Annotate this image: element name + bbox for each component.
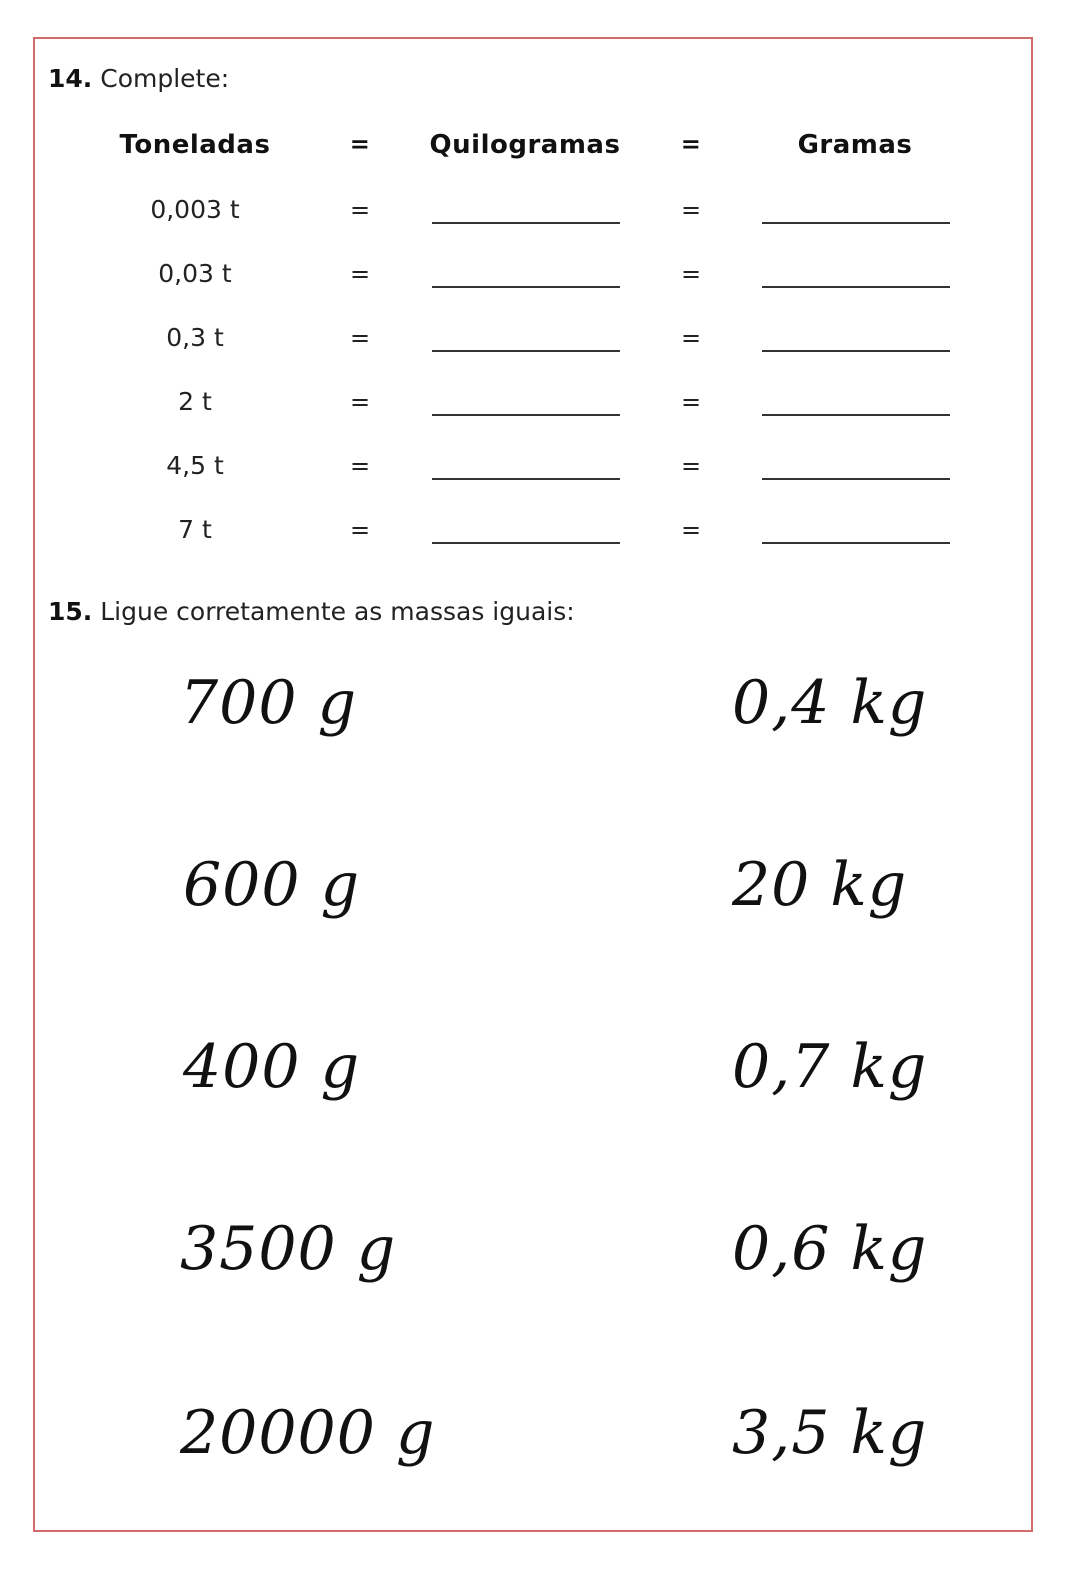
equals-sign: = — [680, 260, 702, 288]
grams-answer-blank[interactable] — [762, 222, 950, 224]
grams-answer-blank[interactable] — [762, 350, 950, 352]
grams-answer-blank[interactable] — [762, 542, 950, 544]
header-equals-2: = — [680, 130, 702, 158]
grams-answer-blank[interactable] — [762, 286, 950, 288]
equals-sign: = — [680, 388, 702, 416]
tons-value: 2 t — [178, 387, 212, 416]
equals-sign: = — [349, 388, 371, 416]
tons-value: 0,003 t — [150, 195, 240, 224]
header-equals-1: = — [349, 130, 371, 158]
tons-value: 7 t — [178, 515, 212, 544]
kilograms-answer-blank[interactable] — [432, 542, 620, 544]
equals-sign: = — [680, 516, 702, 544]
header-gramas: Gramas — [797, 130, 913, 160]
equals-sign: = — [349, 452, 371, 480]
question-14-instruction: Complete: — [100, 64, 230, 93]
tons-value: 4,5 t — [166, 451, 224, 480]
question-14-title — [48, 64, 229, 93]
equals-sign: = — [680, 196, 702, 224]
left-mass-item[interactable]: 20000 g — [180, 1398, 436, 1468]
tons-value: 0,03 t — [158, 259, 232, 288]
equals-sign: = — [349, 260, 371, 288]
question-14-number: 14. — [48, 64, 93, 93]
equals-sign: = — [680, 452, 702, 480]
kilograms-answer-blank[interactable] — [432, 286, 620, 288]
kilograms-answer-blank[interactable] — [432, 478, 620, 480]
left-mass-item[interactable]: 400 g — [183, 1032, 361, 1102]
grams-answer-blank[interactable] — [762, 414, 950, 416]
left-mass-item[interactable]: 3500 g — [180, 1214, 397, 1284]
header-toneladas: Toneladas — [119, 130, 271, 160]
question-15-number: 15. — [48, 597, 93, 626]
kilograms-answer-blank[interactable] — [432, 222, 620, 224]
equals-sign: = — [680, 324, 702, 352]
kilograms-answer-blank[interactable] — [432, 350, 620, 352]
left-mass-item[interactable]: 700 g — [180, 668, 358, 738]
left-mass-item[interactable]: 600 g — [183, 850, 361, 920]
grams-answer-blank[interactable] — [762, 478, 950, 480]
question-15-title — [48, 597, 575, 626]
equals-sign: = — [349, 516, 371, 544]
tons-value: 0,3 t — [166, 323, 224, 352]
equals-sign: = — [349, 196, 371, 224]
kilograms-answer-blank[interactable] — [432, 414, 620, 416]
equals-sign: = — [349, 324, 371, 352]
question-15-instruction: Ligue corretamente as massas iguais: — [100, 597, 575, 626]
right-mass-item[interactable]: 20 kg — [732, 850, 908, 920]
right-mass-item[interactable]: 0,4 kg — [732, 668, 928, 738]
right-mass-item[interactable]: 0,6 kg — [732, 1214, 928, 1284]
right-mass-item[interactable]: 0,7 kg — [732, 1032, 928, 1102]
right-mass-item[interactable]: 3,5 kg — [732, 1398, 928, 1468]
header-quilogramas: Quilogramas — [429, 130, 621, 160]
